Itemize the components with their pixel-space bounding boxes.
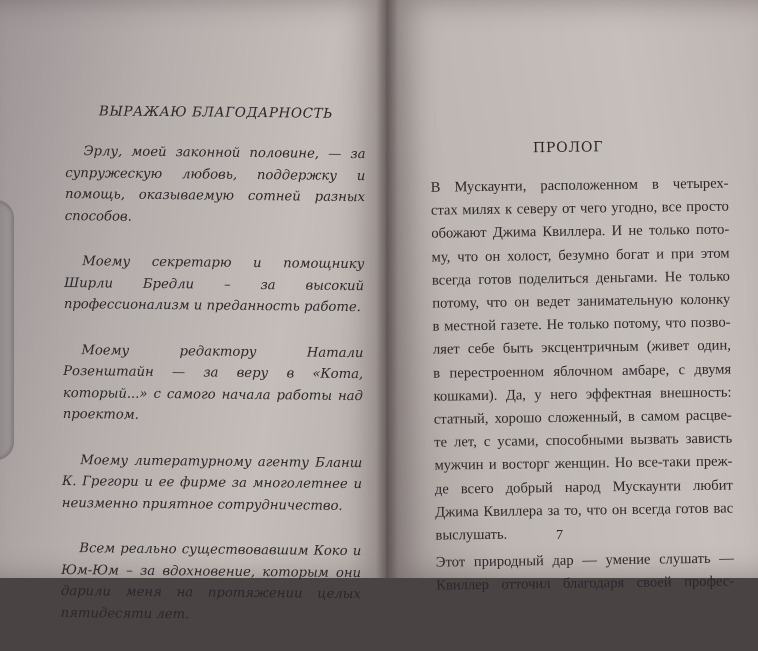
text-line: ляет себе быть эксцентричным (живет один, [432, 337, 731, 359]
text-line: стах милях к северу от чего угодно, все просто [430, 198, 730, 219]
text-line: в местной газете. Не только потому, что позво- [432, 314, 731, 335]
prologue-paragraph-1 [408, 173, 733, 549]
text-line: Квиллер отточил благодаря своей профес- [436, 573, 735, 595]
text-line: выслушать. [435, 526, 508, 544]
acknowledgement-paragraph: Эрлу, моей законной половине, — за супружескую любовь, поддержку и помощь, оказываемую сотней разных способов. [64, 144, 366, 225]
text-line: всегда готов поделиться деньгами. Не только [431, 268, 731, 289]
acknowledgement-paragraph: Моему секретарю и помощнику Ширли Бредли – за высокий профессионализм и преданность работе. [63, 254, 365, 316]
acknowledgements-title: ВЫРАЖАЮ БЛАГОДАРНОСТЬ [98, 103, 333, 122]
acknowledgement-paragraph: Моему редактору Натали Розенштайн — за веру в «Кота, который...» с самого начала работы над проектом. [62, 342, 364, 423]
text-line: потому, что он ведет занимательную колонку [432, 291, 731, 312]
acknowledgement-paragraph: Всем реально существовавшим Коко и Юм-Юм – за вдохновение, которым они дарили меня на протяжении целых пятидесяти лет. [60, 541, 362, 622]
prologue-block [408, 138, 734, 599]
text-line: Этот природный дар — умение слушать — [435, 550, 734, 571]
text-line: мужчин и восторг женщин. Но все-таки преж- [434, 453, 733, 475]
acknowledgements-block [60, 103, 366, 651]
text-line: Джима Квиллера за то, что он всегда готов вас [435, 500, 734, 521]
text-line: в перестроенном яблочном амбаре, с двумя [433, 361, 732, 382]
text-line: кошками). Да, у него эффектная внешность: [433, 384, 732, 405]
page-edge-tab [0, 200, 14, 460]
text-line: статный, хорошо сложенный, в самом расцве- [433, 407, 732, 428]
prologue-paragraph-2 [414, 548, 735, 599]
text-line: те лет, с усами, способными вызвать зависть [434, 430, 733, 451]
page-number: 7 [556, 528, 563, 543]
text-line: обожают Джима Квиллера. И не только пото- [431, 221, 730, 243]
text-line: де всего добрый народ Мускаунти любит [434, 477, 733, 498]
book-spine [376, 0, 398, 578]
prologue-title: ПРОЛОГ [532, 139, 604, 157]
text-line: В Мускаунти, расположенном в четырех- [430, 175, 729, 196]
text-line: му, что он холост, безумно богат и при этом [431, 245, 730, 266]
acknowledgement-paragraph: Моему литературному агенту Бланш К. Грегори и ее фирме за многолетнее и неизменно приятное сотрудничество. [61, 452, 363, 514]
